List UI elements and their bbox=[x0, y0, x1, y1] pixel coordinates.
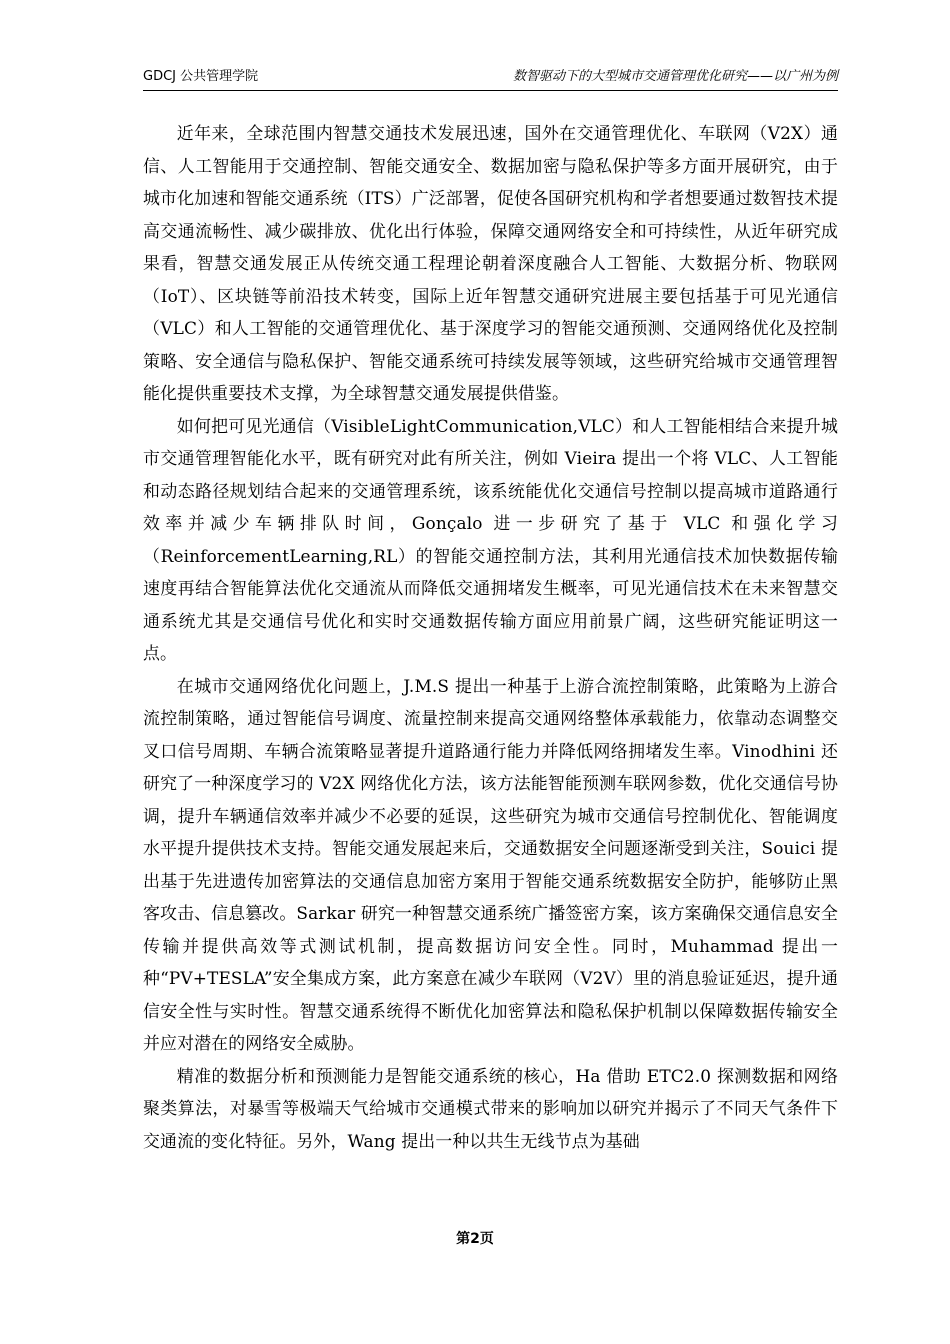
header-institution: GDCJ 公共管理学院 bbox=[143, 69, 259, 84]
body-text bbox=[143, 117, 838, 1157]
paragraph-network-security: 在城市交通网络优化问题上，J.M.S 提出一种基于上游合流控制策略，此策略为上游合流控制策略，通过智能信号调度、流量控制来提高交通网络整体承载能力，依靠动态调整交叉口信号周期、车辆合流策略显著提升道路通行能力并降低网络拥堵发生率。Vinodhini 还研究了一种深度学习的 V2X 网络优化方法，该方法能智能预测车联网参数，优化交通信号协调，提升车辆通信效率并减少不必要的延误，这些研究为城市交通信号控制优化、智能调度水平提升提供技术支持。智能交通发展起来后，交通数据安全问题逐渐受到关注，Souici 提出基于先进遗传加密算法的交通信息加密方案用于智能交通系统数据安全防护，能够防止黑客攻击、信息篡改。Sarkar 研究一种智慧交通系统广播签密方案，该方案确保交通信息安全传输并提供高效等式测试机制，提高数据访问安全性。同时，Muhammad 提出一种“PV+TESLA”安全集成方案，此方案意在减少车联网（V2V）里的消息验证延迟，提升通信安全性与实时性。智慧交通系统得不断优化加密算法和隐私保护机制以保障数据传输安全并应对潜在的网络安全威胁。 bbox=[143, 675, 839, 1053]
paragraph-vlc-ai: 如何把可见光通信（VisibleLightCommunication,VLC）和人工智能相结合来提升城市交通管理智能化水平，既有研究对此有所关注，例如 Vieira 提出一个将 VLC、人工智能和动态路径规划结合起来的交通管理系统，该系统能优化交通信号控制以提高城市道路通行效率并减少车辆排队时间，Gonçalo 进一步研究了基于 VLC 和强化学习（ReinforcementLearning,RL）的智能交通控制方法，其利用光通信技术加快数据传输速度再结合智能算法优化交通流从而降低交通拥堵发生概率，可见光通信技术在未来智慧交通系统尤其是交通信号优化和实时交通数据传输方面应用前景广阔，这些研究能证明这一点。 bbox=[143, 415, 838, 663]
running-header bbox=[143, 66, 838, 91]
paragraph-intro: 近年来，全球范围内智慧交通技术发展迅速，国外在交通管理优化、车联网（V2X）通信、人工智能用于交通控制、智能交通安全、数据加密与隐私保护等多方面开展研究，由于城市化加速和智能交通系统（ITS）广泛部署，促使各国研究机构和学者想要通过数智技术提高交通流畅性、减少碳排放、优化出行体验，保障交通网络安全和可持续性，从近年研究成果看，智慧交通发展正从传统交通工程理论朝着深度融合人工智能、大数据分析、物联网（IoT）、区块链等前沿技术转变，国际上近年智慧交通研究进展主要包括基于可见光通信（VLC）和人工智能的交通管理优化、基于深度学习的智能交通预测、交通网络优化及控制策略、安全通信与隐私保护、智能交通系统可持续发展等领域，这些研究给城市交通管理智能化提供重要技术支撑，为全球智慧交通发展提供借鉴。 bbox=[143, 123, 838, 403]
header-paper-title: 数智驱动下的大型城市交通管理优化研究——以广州为例 bbox=[512, 69, 838, 84]
page-number: 第2页 bbox=[456, 1231, 494, 1247]
paragraph-data-prediction: 精准的数据分析和预测能力是智能交通系统的核心，Ha 借助 ETC2.0 探测数据和网络聚类算法，对暴雪等极端天气给城市交通模式带来的影响加以研究并揭示了不同天气条件下交通流的变化特征。另外，Wang 提出一种以共生无线节点为基础 bbox=[143, 1065, 838, 1151]
